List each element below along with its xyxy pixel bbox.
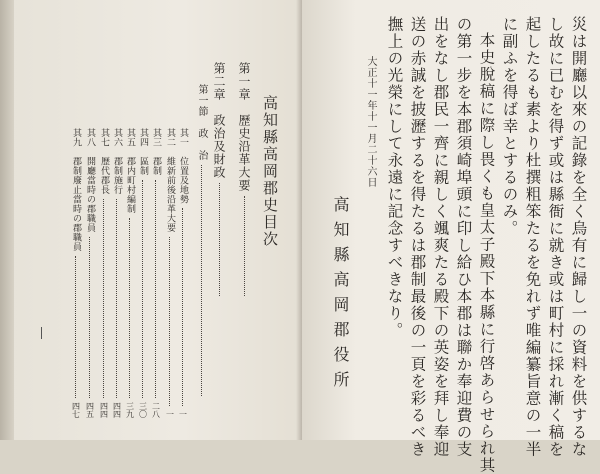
toc-chapter-1[interactable] — [238, 62, 250, 300]
toc-item[interactable] — [138, 128, 147, 418]
page-stack-edge — [0, 0, 14, 440]
toc-item[interactable] — [165, 128, 174, 418]
toc-page-number: 三〇 — [138, 402, 148, 418]
toc-item-label: 其五 郡内町村編制 — [125, 128, 135, 214]
leader-dots — [103, 199, 104, 399]
toc-section-1[interactable] — [196, 84, 206, 400]
toc-item[interactable] — [71, 128, 80, 418]
toc-page-number: 二八 — [151, 402, 161, 418]
toc-page-number: 四四 — [112, 402, 122, 418]
leader-dots — [219, 183, 220, 296]
leader-dots — [129, 218, 130, 399]
date-line: 大正十一年十一月二十六日 — [365, 56, 376, 188]
toc-item[interactable] — [112, 128, 121, 418]
toc-item[interactable] — [99, 128, 108, 418]
leader-dots — [201, 165, 202, 396]
leader-dots — [116, 199, 117, 399]
leader-dots — [169, 237, 170, 407]
body-line: 起したるも素より杜撰粗笨たるを免れず唯編纂旨意の一半 — [523, 16, 542, 458]
body-line: し故に已むを得ず或は縣衙に就き或は町村に採れ漸く稿を — [546, 16, 565, 458]
toc-item[interactable] — [178, 128, 187, 418]
leader-dots — [89, 237, 90, 399]
leader-dots — [182, 208, 183, 406]
toc-page-number: 四七 — [71, 402, 81, 418]
toc-item[interactable] — [85, 128, 94, 418]
toc-section-label: 第一節 政 治 — [196, 84, 207, 161]
body-line: 送の赤誠を披瀝するを得たるは郡制最後の一頁を彩るべき — [408, 16, 427, 458]
toc-chapter-label: 第一章 歷史沿革大要 — [237, 62, 251, 192]
toc-item[interactable] — [151, 128, 160, 418]
toc-item-label: 其九 郡制廢止當時の郡職員 — [71, 128, 81, 252]
leader-dots — [244, 196, 245, 296]
toc-item-label: 其三 郡制 — [151, 128, 161, 176]
toc-item[interactable] — [125, 128, 134, 418]
pencil-mark — [41, 327, 42, 339]
toc-page-number: 一 — [178, 410, 188, 418]
body-line: 撫上の光榮にして永遠に記念すべきなり。 — [385, 16, 404, 339]
toc-page-number: 三九 — [125, 402, 135, 418]
toc-item-label: 其一 位置及地勢 — [178, 128, 188, 204]
body-line: に副ふを得ば幸とするのみ。 — [500, 16, 519, 237]
right-page-text — [302, 0, 600, 474]
body-line: の第一步を本郡須崎埠頭に印し給ひ本郡は聯か奉迎費の支 — [454, 16, 473, 458]
toc-page-number: 四四 — [99, 402, 109, 418]
leader-dots — [75, 256, 76, 399]
left-page-toc — [0, 0, 302, 440]
toc-chapter-2[interactable] — [213, 62, 225, 300]
body-line: 出をなし郡民一齊に親しく颯爽たる殿下の英姿を拜し奉迎 — [431, 16, 450, 458]
signature: 高知縣高岡郡役所 — [331, 196, 350, 396]
toc-title: 高知縣高岡郡史目次 — [261, 95, 279, 248]
toc-page-number: 一 — [165, 410, 175, 418]
toc-item-label: 其八 開廳當時の郡職員 — [85, 128, 95, 233]
toc-item-label: 其七 歷代郡長 — [99, 128, 109, 195]
toc-item-label: 其四 區制 — [138, 128, 148, 176]
toc-chapter-label: 第二章 政治及財政 — [212, 62, 226, 179]
toc-item-label: 其六 郡制施行 — [112, 128, 122, 195]
toc-item-label: 其二 維新前後沿革大要 — [165, 128, 175, 233]
toc-page-number: 四五 — [85, 402, 95, 418]
body-line: 本史脫稿に際し畏くも皇太子殿下本縣に行啓あらせられ其 — [477, 32, 496, 474]
leader-dots — [155, 180, 156, 399]
leader-dots — [142, 180, 143, 399]
body-line: 災は開廳以來の記錄を全く烏有に歸し一の資料を供するな — [569, 16, 588, 458]
